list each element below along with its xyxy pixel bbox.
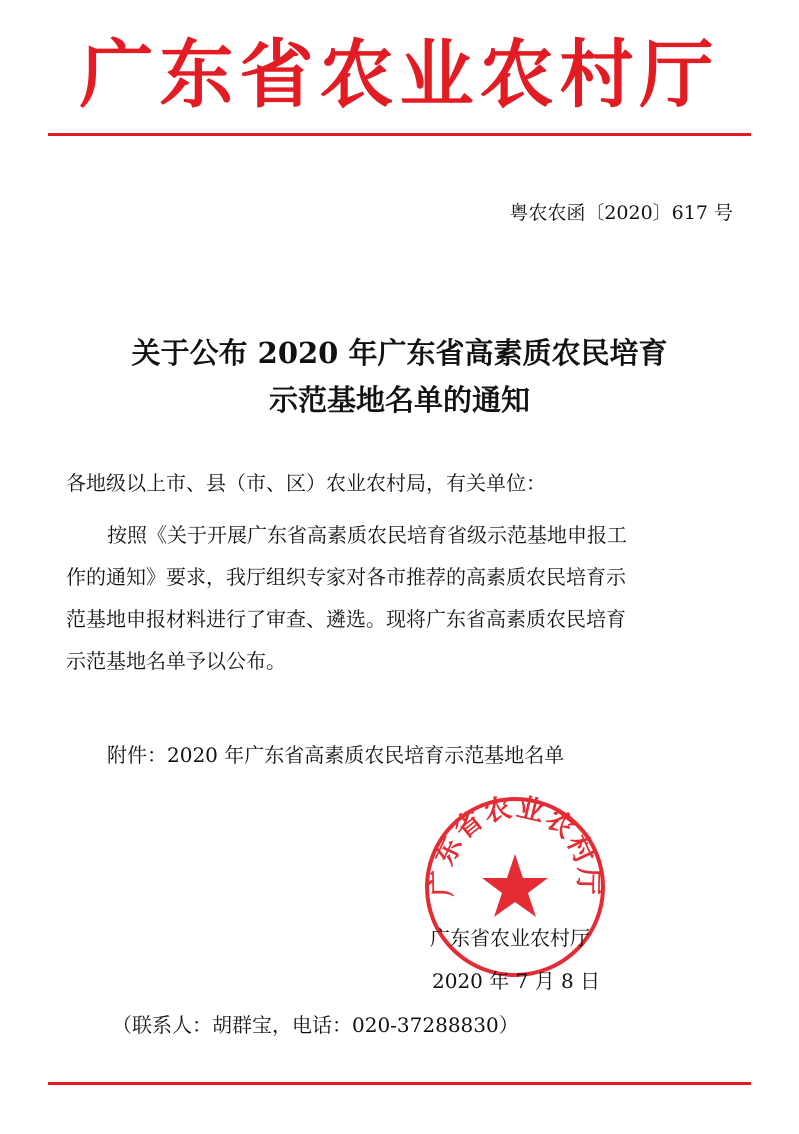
official-seal-stamp — [420, 792, 610, 982]
document-title-line-1: 关于公布 2020 年广东省高素质农民培育 — [131, 336, 668, 370]
signature-date: 2020 年 7 月 8 日 — [432, 969, 601, 993]
issuing-authority-header: 广东省农业农村厅 — [79, 32, 720, 118]
body-line: 范基地申报材料进行了审查、遴选。现将广东省高素质农民培育 — [66, 607, 626, 631]
contact-info: （联系人：胡群宝，电话：020-37288830） — [112, 1013, 519, 1037]
signature-organization: 广东省农业农村厅 — [430, 926, 590, 950]
document-number: 粤农农函〔2020〕617 号 — [509, 202, 733, 224]
seal-text: 广东省农业农村厅 — [426, 792, 604, 897]
footer-red-rule — [48, 1082, 751, 1085]
attachment-line: 附件：2020 年广东省高素质农民培育示范基地名单 — [107, 743, 565, 767]
body-line: 示范基地名单予以公布。 — [66, 649, 286, 673]
body-paragraph — [66, 514, 736, 682]
document-title-line-2: 示范基地名单的通知 — [268, 383, 530, 417]
body-line: 作的通知》要求，我厅组织专家对各市推荐的高素质农民培育示 — [66, 565, 626, 589]
recipients-line: 各地级以上市、县（市、区）农业农村局，有关单位： — [66, 471, 546, 495]
body-line: 按照《关于开展广东省高素质农民培育省级示范基地申报工 — [107, 523, 627, 547]
document-title — [40, 330, 759, 424]
seal-star-icon — [482, 854, 548, 917]
header-red-rule — [48, 133, 751, 136]
